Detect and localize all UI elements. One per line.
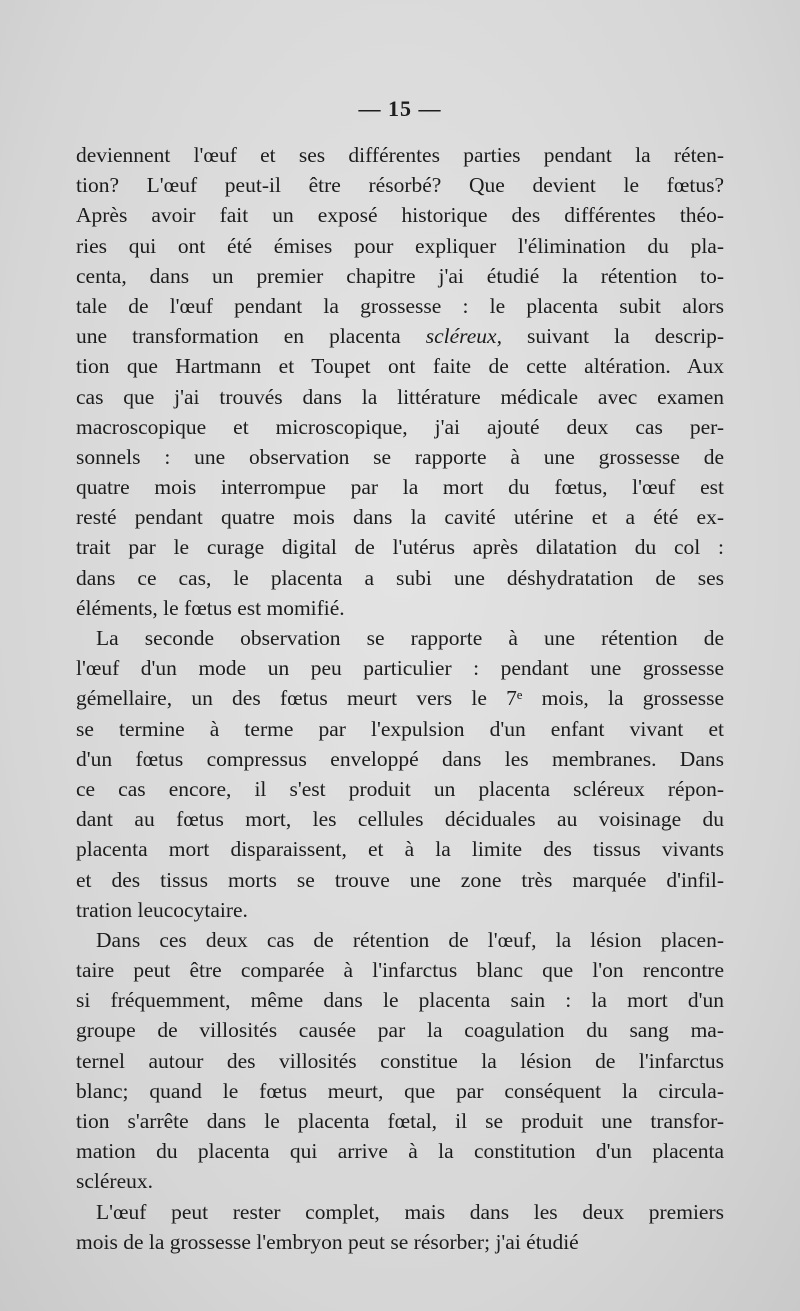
text-line: Dans ces deux cas de rétention de l'œuf, la lésion placen- — [96, 927, 724, 952]
text-line: dans ce cas, le placenta a subi une déshydratation de ses — [76, 565, 724, 590]
text-line: se termine à terme par l'expulsion d'un enfant vivant et — [76, 716, 724, 741]
text-line: tration leucocytaire. — [76, 897, 248, 922]
text-line: deviennent l'œuf et ses différentes parties pendant la réten- — [76, 143, 724, 167]
text-line: mois de la grossesse l'embryon peut se résorber; j'ai étudié — [76, 1229, 579, 1254]
text-line: dant au fœtus mort, les cellules déciduales au voisinage du — [76, 807, 724, 832]
text-line: scléreux. — [76, 1169, 154, 1194]
text-line: taire peut être comparée à l'infarctus blanc que l'on rencontre — [76, 958, 724, 983]
text-segment: suivant la descrip- — [501, 324, 724, 349]
text-line: si fréquemment, même dans le placenta sain : la mort d'un — [76, 988, 724, 1013]
text-line: tion? L'œuf peut-il être résorbé? Que devient le fœtus? — [76, 173, 724, 198]
text-line: tion que Hartmann et Toupet ont faite de cette altération. Aux — [76, 354, 724, 379]
paragraph — [76, 925, 724, 1197]
text-line: ce cas encore, il s'est produit un placenta scléreux répon- — [76, 776, 724, 801]
text-line: blanc; quand le fœtus meurt, que par conséquent la circula- — [76, 1078, 724, 1103]
paragraph — [76, 623, 724, 925]
text-line: éléments, le fœtus est momifié. — [76, 595, 345, 620]
text-line: trait par le curage digital de l'utérus après dilatation du col : — [76, 535, 724, 560]
text-line: quatre mois interrompue par la mort du fœtus, l'œuf est — [76, 475, 724, 500]
text-line: tale de l'œuf pendant la grossesse : le placenta subit alors — [76, 293, 724, 318]
text-line: resté pendant quatre mois dans la cavité utérine et a été ex- — [76, 505, 724, 530]
text-line: l'œuf d'un mode un peu particulier : pendant une grossesse — [76, 656, 724, 681]
text-line: placenta mort disparaissent, et à la limite des tissus vivants — [76, 837, 724, 862]
italic-term: scléreux, — [425, 324, 502, 349]
text-line: cas que j'ai trouvés dans la littérature médicale avec examen — [76, 384, 724, 409]
text-line — [76, 321, 724, 351]
text-line: mation du placenta qui arrive à la constitution d'un placenta — [76, 1139, 724, 1164]
paragraph — [76, 1197, 724, 1257]
page-number: — 15 — — [358, 96, 442, 121]
text-line: sonnels : une observation se rapporte à une grossesse de — [76, 444, 724, 469]
text-line: ries qui ont été émises pour expliquer l'élimination du pla- — [76, 233, 724, 258]
text-line: Après avoir fait un exposé historique des différentes théo- — [76, 203, 724, 228]
text-line: et des tissus morts se trouve une zone très marquée d'infil- — [76, 867, 724, 892]
text-line: gémellaire, un des fœtus meurt vers le 7ᵉ mois, la grossesse — [76, 686, 724, 711]
text-line: La seconde observation se rapporte à une rétention de — [96, 626, 724, 650]
text-line: groupe de villosités causée par la coagulation du sang ma- — [76, 1018, 724, 1043]
paragraph — [76, 140, 724, 623]
text-line: L'œuf peut rester complet, mais dans les deux premiers — [96, 1199, 724, 1224]
text-line: centa, dans un premier chapitre j'ai étudié la rétention to- — [76, 263, 724, 288]
text-line: tion s'arrête dans le placenta fœtal, il se produit une transfor- — [76, 1109, 724, 1133]
text-line: d'un fœtus compressus enveloppé dans les membranes. Dans — [76, 746, 724, 771]
text-line: ternel autour des villosités constitue la lésion de l'infarctus — [76, 1048, 724, 1073]
text-segment: une transformation en placenta — [76, 324, 426, 349]
text-line: macroscopique et microscopique, j'ai ajouté deux cas per- — [76, 414, 724, 439]
body-text — [76, 140, 724, 1257]
